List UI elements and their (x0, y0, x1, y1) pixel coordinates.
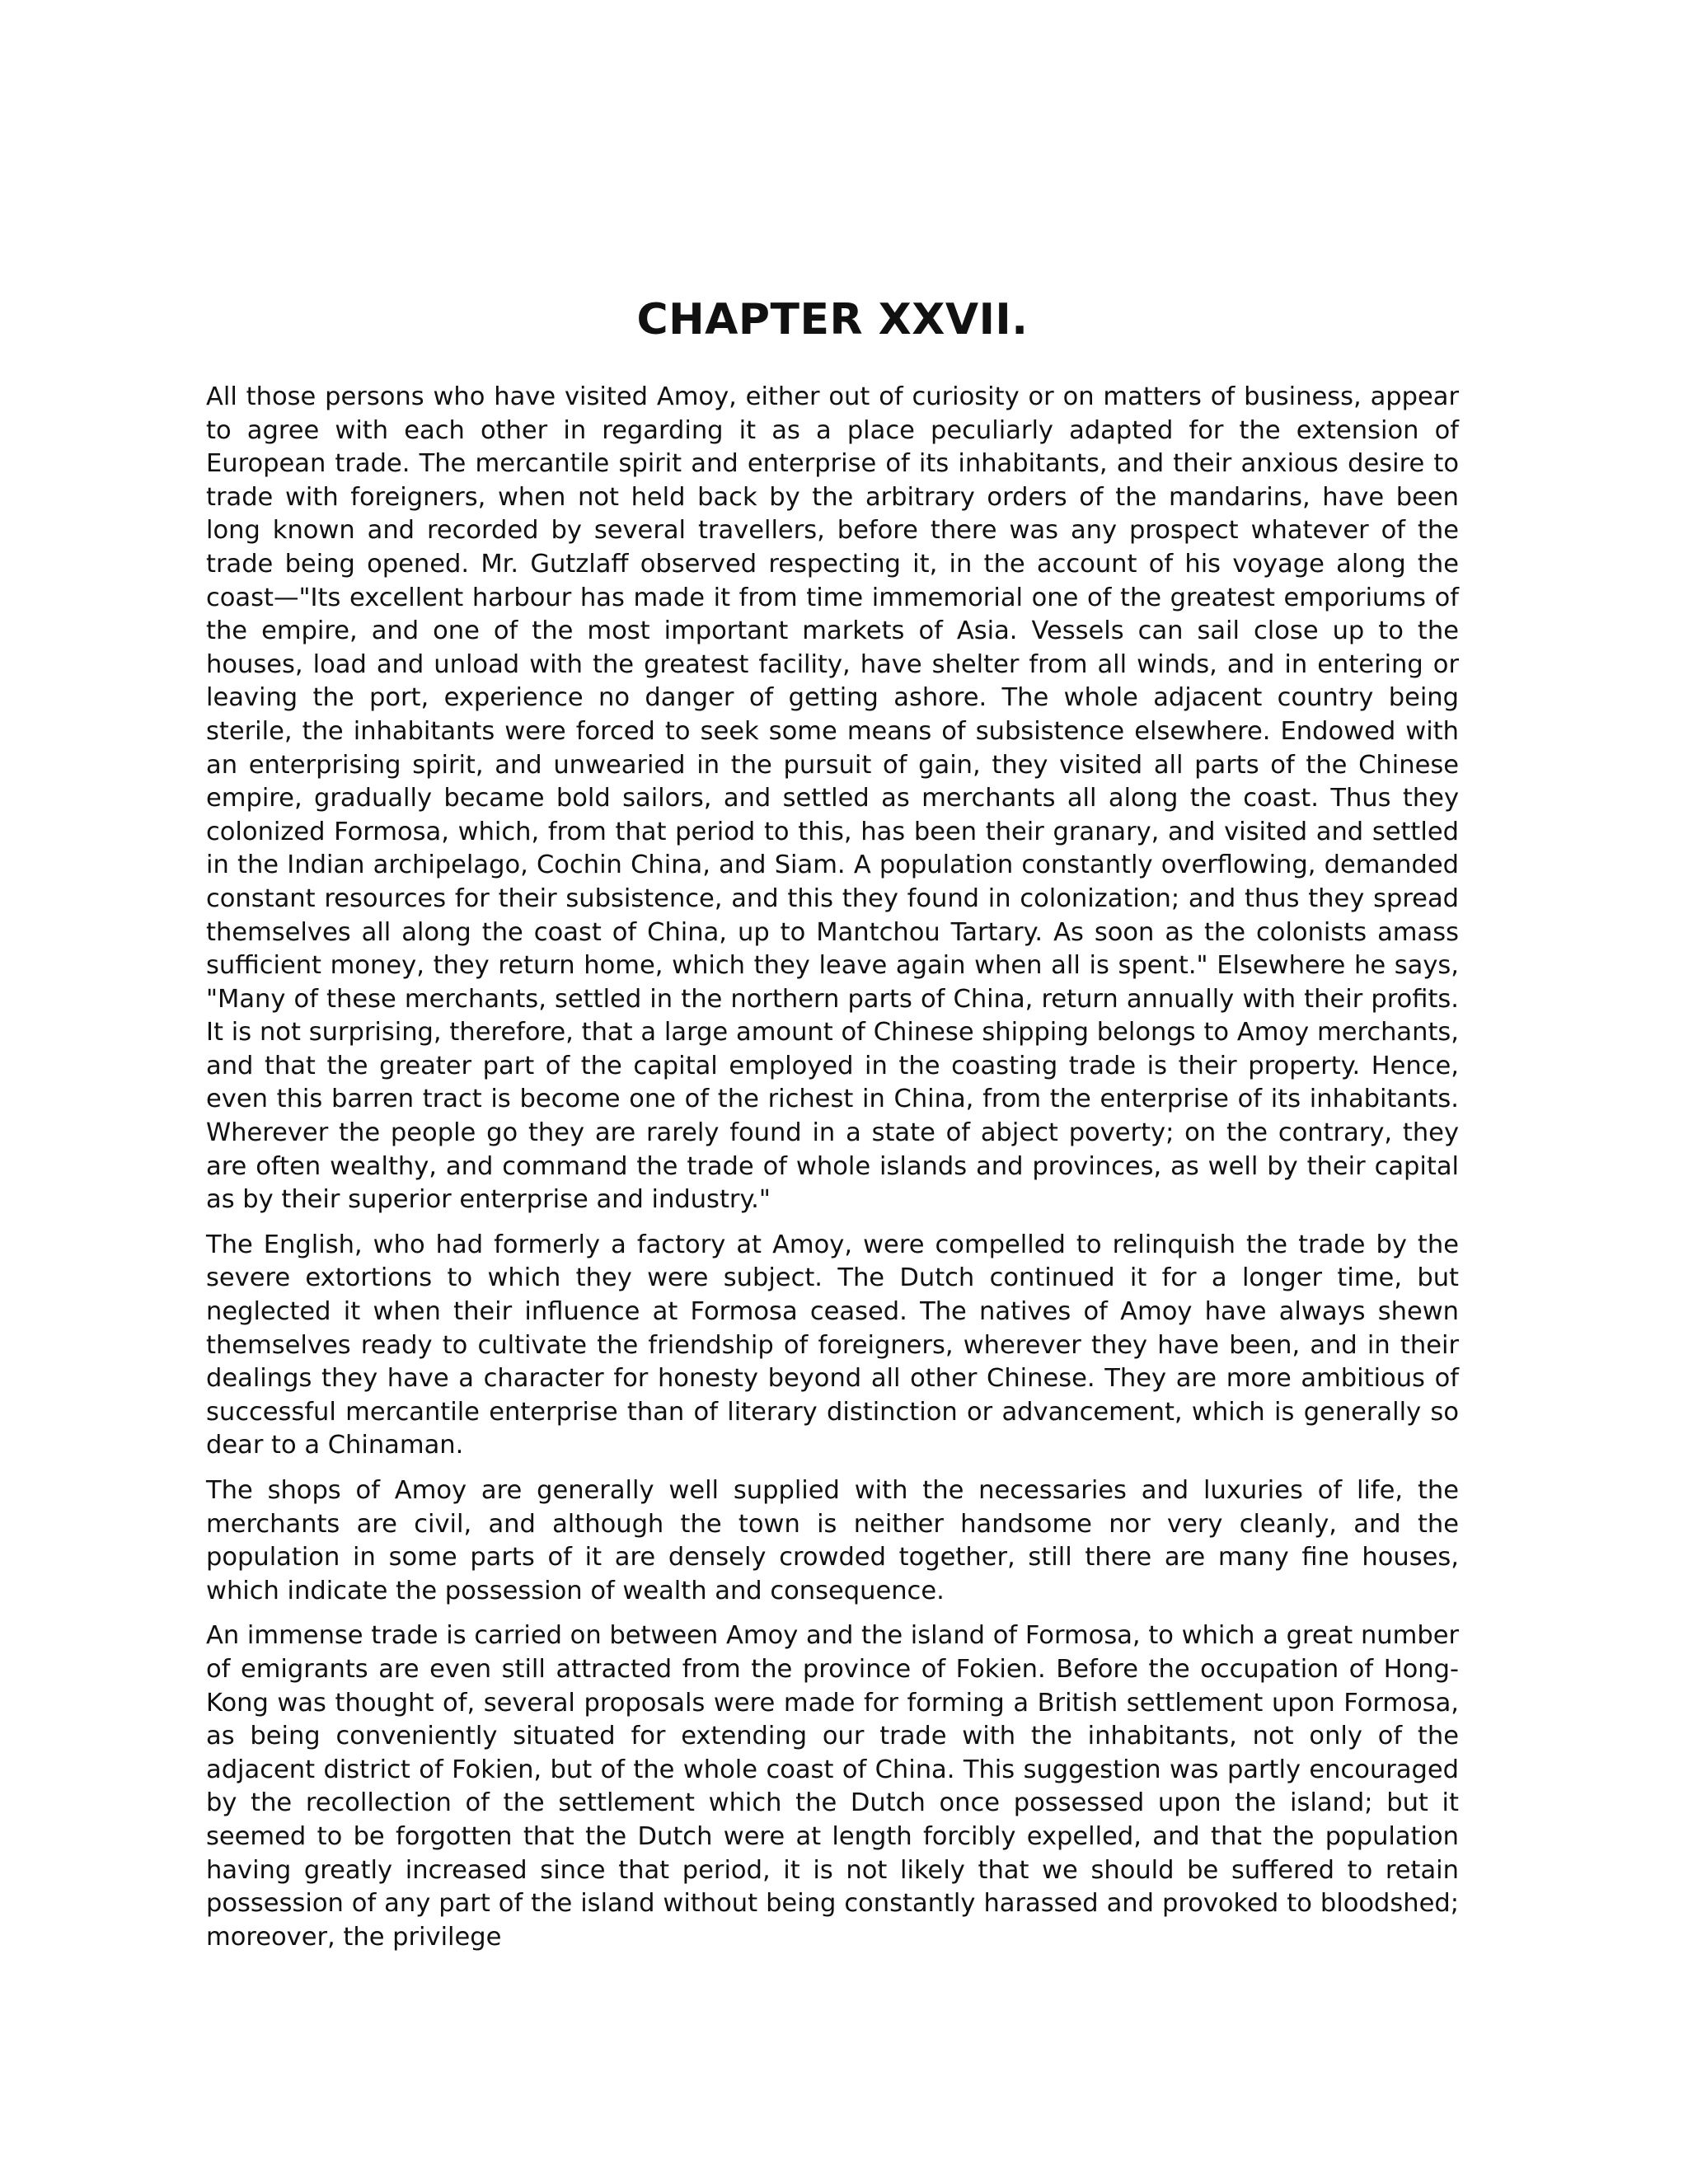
paragraph-1: All those persons who have visited Amoy, either out of curiosity or on matters of business, appear to agree with each other in regarding it as a place peculiarly adapted for the extension of European trade. The mercantile spirit and enterprise of its inhabitants, and their anxious desire to trade with foreigners, when not held back by the arbitrary orders of the mandarins, have been long known and recorded by several travellers, before there was any prospect whatever of the trade being opened. Mr. Gutzlaff observed respecting it, in the account of his voyage along the coast—"Its excellent harbour has made it from time immemorial one of the greatest emporiums of the empire, and one of the most important markets of Asia. Vessels can sail close up to the houses, load and unload with the greatest facility, have shelter from all winds, and in entering or leaving the port, experience no danger of getting ashore. The whole adjacent country being sterile, the inhabitants were forced to seek some means of subsistence elsewhere. Endowed with an enterprising spirit, and unwearied in the pursuit of gain, they visited all parts of the Chinese empire, gradually became bold sailors, and settled as merchants all along the coast. Thus they colonized Formosa, which, from that period to this, has been their granary, and visited and settled in the Indian archipelago, Cochin China, and Siam. A population constantly overflowing, demanded constant resources for their subsistence, and this they found in colonization; and thus they spread themselves all along the coast of China, up to Mantchou Tartary. As soon as the colonists amass sufficient money, they return home, which they leave again when all is spent." Elsewhere he says, "Many of these merchants, settled in the northern parts of China, return annually with their profits. It is not surprising, therefore, that a large amount of Chinese shipping belongs to Amoy merchants, and that the greater part of the capital employed in the coasting trade is their property. Hence, even this barren tract is become one of the richest in China, from the enterprise of its inhabitants. Wherever the people go they are rarely found in a state of abject poverty; on the contrary, they are often wealthy, and command the trade of whole islands and provinces, as well by their capital as by their superior enterprise and industry." (206, 382, 1459, 1215)
chapter-body (206, 381, 1459, 1954)
paragraph-3: The shops of Amoy are generally well supplied with the necessaries and luxuries of life, the merchants are civil, and although the town is neither handsome nor very cleanly, and the population in some parts of it are densely crowded together, still there are many fine houses, which indicate the possession of wealth and consequence. (206, 1476, 1459, 1605)
paragraph-4: An immense trade is carried on between Amoy and the island of Formosa, to which a great number of emigrants are even still attracted from the province of Fokien. Before the occupation of Hong-Kong was thought of, several proposals were made for forming a British settlement upon Formosa, as being conveniently situated for extending our trade with the inhabitants, not only of the adjacent district of Fokien, but of the whole coast of China. This suggestion was partly encouraged by the recollection of the settlement which the Dutch once possessed upon the island; but it seemed to be forgotten that the Dutch were at length forcibly expelled, and that the population having greatly increased since that period, it is not likely that we should be suffered to retain possession of any part of the island without being constantly harassed and provoked to bloodshed; moreover, the privilege (206, 1621, 1459, 1952)
chapter-title: CHAPTER XXVII. (636, 295, 1029, 344)
document-page (206, 0, 1459, 1966)
paragraph-2: The English, who had formerly a factory at Amoy, were compelled to relinquish the trade by the severe extortions to which they were subject. The Dutch continued it for a longer time, but neglected it when their influence at Formosa ceased. The natives of Amoy have always shewn themselves ready to cultivate the friendship of foreigners, wherever they have been, and in their dealings they have a character for honesty beyond all other Chinese. They are more ambitious of successful mercantile enterprise than of literary distinction or advancement, which is generally so dear to a Chinaman. (206, 1230, 1459, 1460)
